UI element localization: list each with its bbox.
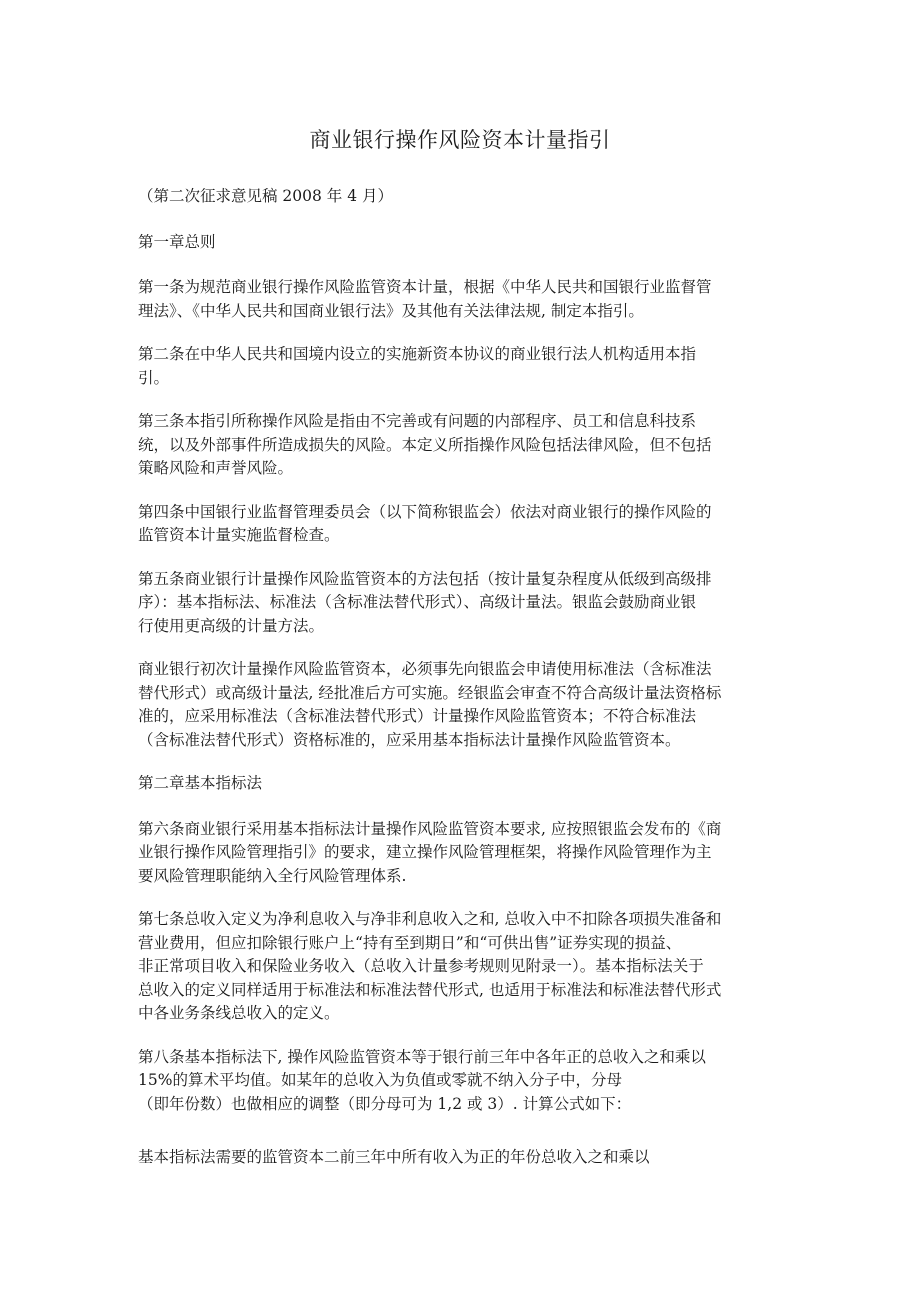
document-body (138, 185, 783, 1190)
text-line: 商业银行初次计量操作风险监管资本，必须事先向银监会申请使用标准法（含标准法 (138, 660, 712, 678)
text-line: 第七条总收入定义为净利息收入与净非利息收入之和, 总收入中不扣除各项损失准备和 (138, 910, 722, 928)
draft-note: （第二次征求意见稿 2008 年 4 月） (138, 187, 394, 205)
text-line: 策略风险和声誉风险。 (138, 459, 294, 477)
text-line: 行使用更高级的计量方法。 (138, 616, 325, 635)
text-line: 第一条为规范商业银行操作风险监管资本计量，根据《中华人民共和国银行业监督管 (138, 278, 712, 296)
text-line: 第五条商业银行计量操作风险监管资本的方法包括（按计量复杂程度从低级到高级排 (138, 569, 712, 588)
text-line: 监管资本计量实施监督检查。 (138, 526, 340, 544)
text-line: 中各业务条线总收入的定义。 (138, 1004, 340, 1022)
text-line: 理法》、《中华人民共和国商业银行法》及其他有关法律法规, 制定本指引。 (138, 301, 644, 320)
text-line: 统，以及外部事件所造成损失的风险。本定义所指操作风险包括法律风险，但不包括 (138, 435, 712, 454)
text-line: 营业费用，但应扣除银行账户上“持有至到期日”和“可供出售”证券实现的损益、 (138, 933, 682, 952)
text-line: 准的，应采用标准法（含标准法替代形式）计量操作风险监管资本；不符合标准法 (138, 707, 697, 725)
text-line: 总收入的定义同样适用于标准法和标准法替代形式, 也适用于标准法和标准法替代形式 (138, 980, 722, 999)
article-3 (138, 410, 783, 481)
text-line: 第二条在中华人民共和国境内设立的实施新资本协议的商业银行法人机构适用本指 (138, 345, 697, 363)
article-5 (138, 568, 783, 639)
text-line: 序）：基本指标法、标准法（含标准法替代形式）、高级计量法。银监会鼓励商业银 (138, 593, 697, 611)
text-line: （含标准法替代形式）资格标准的，应采用基本指标法计量操作风险监管资本。 (138, 730, 681, 749)
text-line: 15%的算术平均值。如某年的总收入为负值或零就不纳入分子中，分母 (138, 1071, 622, 1089)
text-line: 第八条基本指标法下, 操作风险监管资本等于银行前三年中各年正的总收入之和乘以 (138, 1047, 706, 1066)
chapter-heading-1: 第一章总则 (138, 232, 216, 251)
text-line: （即年份数）也做相应的调整（即分母可为 1,2 或 3）. 计算公式如下： (138, 1094, 632, 1113)
article-1 (138, 276, 783, 323)
article-2 (138, 343, 783, 390)
article-4 (138, 501, 783, 548)
text-line: 要风险管理职能纳入全行风险管理体系. (138, 866, 407, 885)
text-line: 引。 (138, 368, 170, 387)
document-title: 商业银行操作风险资本计量指引 (309, 128, 611, 152)
text-line: 第三条本指引所称操作风险是指由不完善或有问题的内部程序、员工和信息科技系 (138, 412, 697, 430)
formula-description: 基本指标法需要的监管资本二前三年中所有收入为正的年份总收入之和乘以 (138, 1148, 650, 1166)
text-line: 第四条中国银行业监督管理委员会（以下简称银监会）依法对商业银行的操作风险的 (138, 502, 712, 521)
article-7 (138, 908, 783, 1026)
article-5-paragraph-2 (138, 658, 783, 752)
chapter-heading-2: 第二章基本指标法 (138, 774, 263, 792)
text-line: 业银行操作风险管理指引》的要求，建立操作风险管理框架，将操作风险管理作为主 (138, 843, 712, 861)
text-line: 第六条商业银行采用基本指标法计量操作风险监管资本要求, 应按照银监会发布的《商 (138, 819, 722, 838)
article-6 (138, 818, 783, 889)
article-8 (138, 1046, 783, 1117)
text-line: 替代形式）或高级计量法, 经批准后方可实施。经银监会审查不符合高级计量法资格标 (138, 683, 722, 702)
text-line: 非正常项目收入和保险业务收入（总收入计量参考规则见附录一）。基本指标法关于 (138, 957, 704, 975)
